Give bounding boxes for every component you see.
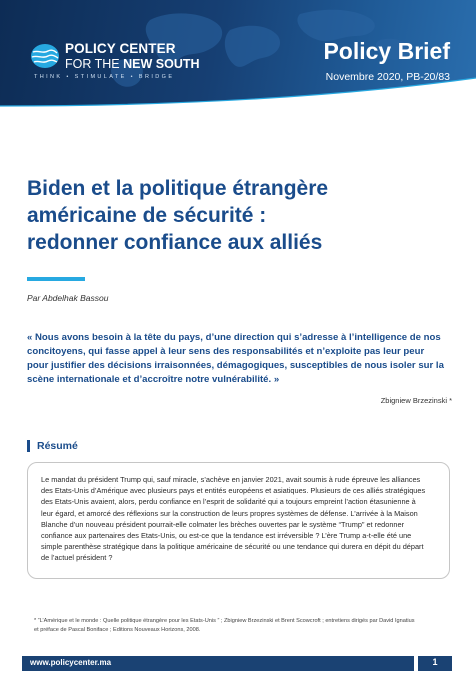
publication-type-title: Policy Brief xyxy=(323,38,450,64)
quote-attribution: Zbigniew Brzezinski * xyxy=(380,396,452,405)
quote-line: pour justifier des décisions irraisonnées, démagogiques, susceptibles de nous isoler sur la xyxy=(27,360,444,371)
footnote-line: * “L’Amérique et le monde : Quelle politique étrangère pour les Etats-Unis ” ; Zbigniew Brzezinski et Brent Scowcroft ; entretiens dirigés par David Ignatius xyxy=(34,618,415,624)
policy-center-logo[interactable] xyxy=(30,42,200,70)
logo-line-2-prefix: FOR THE xyxy=(65,56,120,71)
summary-line: Le mandat du président Trump qui, sauf miracle, s’achève en janvier 2021, avait soumis à rude épreuve les alliances xyxy=(41,475,421,484)
quote-line: scène internationale et d’accroître notre vulnérabilité. » xyxy=(27,374,280,385)
publication-date-reference: Novembre 2020, PB-20/83 xyxy=(325,71,450,83)
summary-heading-marker xyxy=(27,440,30,452)
article-title-line: Biden et la politique étrangère xyxy=(27,177,329,200)
epigraph-quote xyxy=(27,331,453,387)
article-title xyxy=(27,175,447,256)
summary-heading: Résumé xyxy=(37,440,78,452)
page-number: 1 xyxy=(432,657,438,667)
article-title-line: redonner confiance aux alliés xyxy=(27,231,323,254)
logo-tagline: THINK • STIMULATE • BRIDGE xyxy=(34,74,175,80)
summary-line: Blanche d’un nouveau président pourrait-elle colmater les brèches ouvertes par le système “Trump” et redonner xyxy=(41,519,405,529)
summary-line: confiance aux partenaires des Etats-Unis, ou est-ce que la tendance est irréversible ? L’ère Trump a-t-elle été une xyxy=(41,531,412,541)
footnote-line: et préface de Pascal Boniface ; Editions Nouveaux Horizons, 2008. xyxy=(34,626,201,633)
logo-line-1: POLICY CENTER xyxy=(65,41,176,56)
footnote xyxy=(34,617,454,634)
quote-line: concitoyens, qui fasse appel à leur sens des responsabilités et n’exploite pas leur peur xyxy=(27,346,425,357)
title-accent-bar xyxy=(27,277,85,281)
summary-line: des Etats-Unis avaient, alors, perdu confiance en l’esprit de solidarité qui a toujours empreint l’action étasunienne à xyxy=(41,497,416,507)
header-banner xyxy=(0,0,476,112)
logo-line-2 xyxy=(65,58,200,71)
summary-box xyxy=(27,462,450,579)
summary-text xyxy=(41,474,436,564)
summary-line: des Etats-Unis d’Amérique avec plusieurs pays et entités européens et asiatiques. Plusieurs de ces alliés stratégiques xyxy=(41,486,426,496)
logo-line-2-bold: NEW SOUTH xyxy=(123,56,200,71)
article-author: Par Abdelhak Bassou xyxy=(27,293,109,303)
summary-line: simple parenthèse stratégique dans la politique américaine de sécurité ou une tendance qui durera en dépit du départ xyxy=(41,542,424,552)
footer-website-link[interactable]: www.policycenter.ma xyxy=(30,658,112,667)
summary-line: de l’actuel président ? xyxy=(41,553,113,563)
logo-globe-icon xyxy=(30,43,60,69)
quote-line: « Nous avons besoin à la tête du pays, d’une direction qui s’adresse à l’intelligence de nos xyxy=(27,332,441,343)
article-title-line: américaine de sécurité : xyxy=(27,204,267,227)
summary-line: leur égard, et amorcé des réflexions sur la construction de leurs propres systèmes de défense. L’arrivée à la Maison xyxy=(41,508,418,518)
